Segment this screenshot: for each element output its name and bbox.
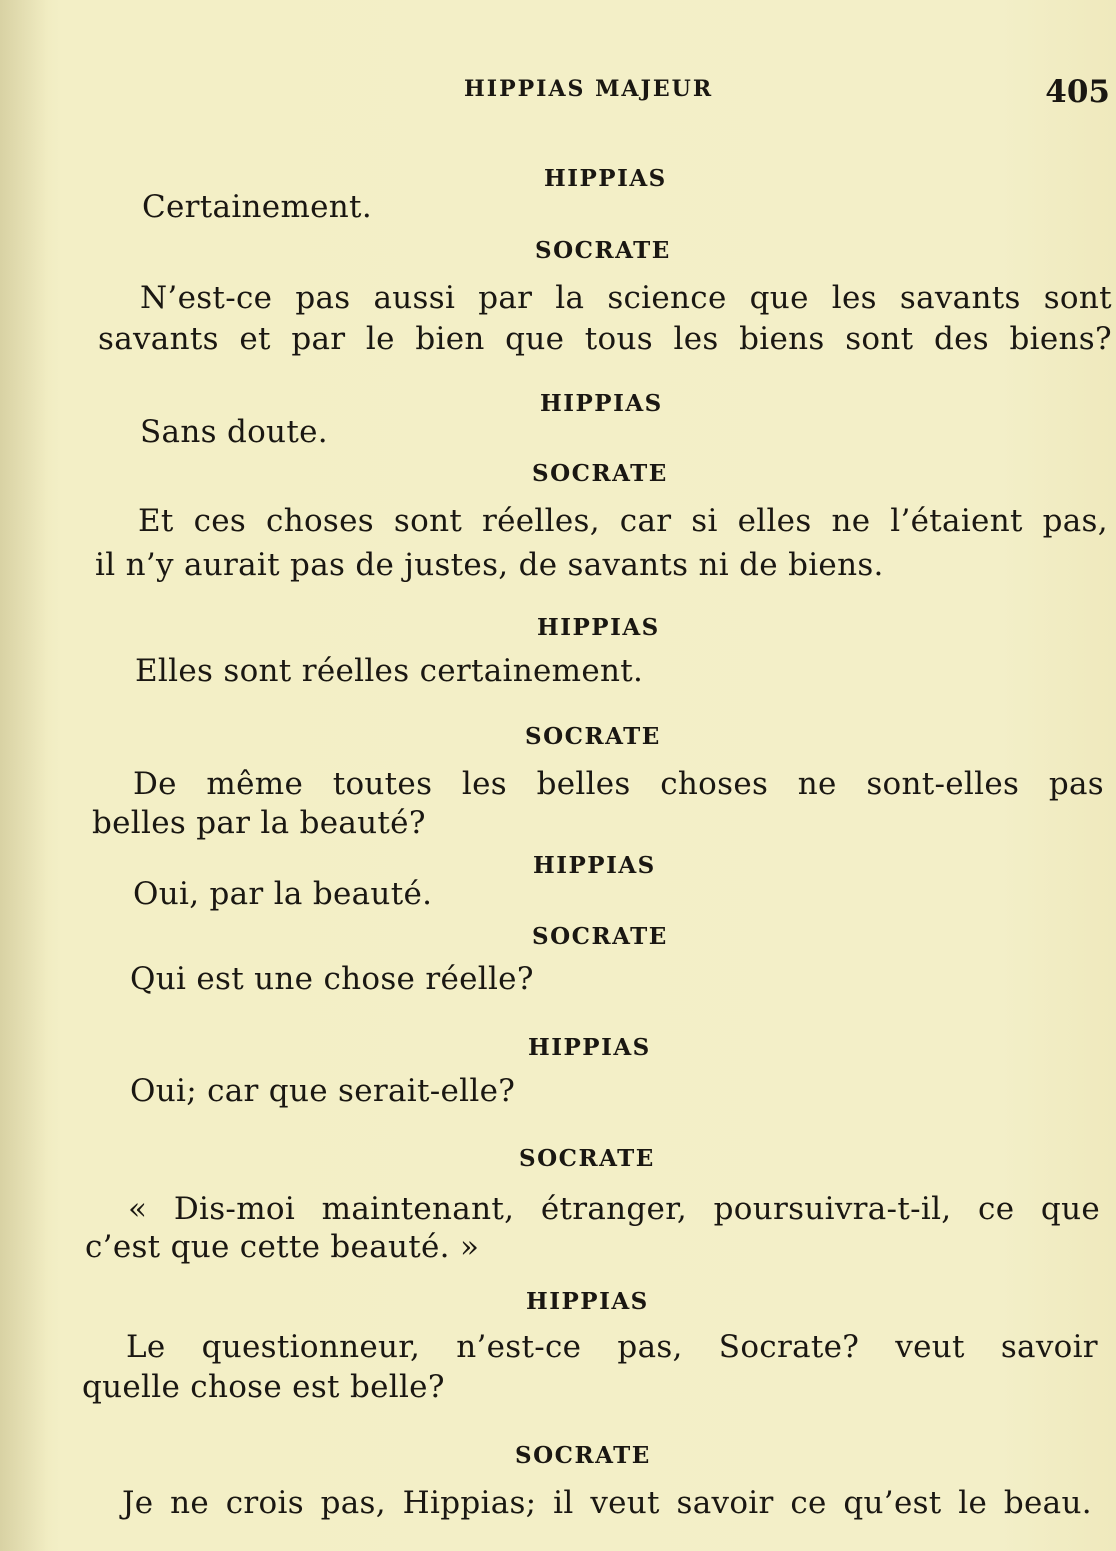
word: biens? <box>1009 321 1112 357</box>
speech-line: c’est que cette beauté. » <box>85 1229 480 1265</box>
word: Je <box>122 1485 154 1521</box>
speaker-label: HIPPIAS <box>540 390 663 417</box>
word: tous <box>584 321 653 357</box>
word: sont <box>1043 280 1112 316</box>
word: savoir <box>676 1485 774 1521</box>
word: Socrate? <box>718 1329 860 1365</box>
word: ne <box>170 1485 210 1521</box>
speaker-label: SOCRATE <box>515 1442 651 1469</box>
word: savants <box>899 280 1021 316</box>
word: des <box>933 321 989 357</box>
word: science <box>607 280 727 316</box>
word: ne <box>797 766 837 802</box>
word: pas, <box>320 1485 386 1521</box>
speaker-label: HIPPIAS <box>533 852 656 879</box>
word: Hippias; <box>402 1485 537 1521</box>
word: les <box>831 280 877 316</box>
speech-line: Certainement. <box>142 189 372 225</box>
word: que <box>505 321 565 357</box>
speaker-label: HIPPIAS <box>537 614 660 641</box>
word: Dis-moi <box>173 1191 296 1227</box>
speech-line <box>140 277 1112 319</box>
word: car <box>619 503 672 539</box>
word: les <box>461 766 507 802</box>
word: poursuivra-t-il, <box>713 1191 952 1227</box>
speech-line <box>122 1482 1092 1524</box>
word: il <box>553 1485 574 1521</box>
speech-line: Qui est une chose réelle? <box>130 961 534 997</box>
word: les <box>673 321 719 357</box>
speaker-label: SOCRATE <box>525 723 661 750</box>
word: « <box>128 1191 148 1227</box>
speaker-label: HIPPIAS <box>526 1288 649 1315</box>
speech-line <box>126 1326 1098 1368</box>
word: et <box>239 321 271 357</box>
word: crois <box>225 1485 304 1521</box>
speech-line: belles par la beauté? <box>92 805 426 841</box>
speech-line: Oui; car que serait-elle? <box>130 1073 516 1109</box>
word: sont-elles <box>866 766 1020 802</box>
word: pas, <box>1042 503 1108 539</box>
word: sont <box>845 321 914 357</box>
word: N’est-ce <box>140 280 273 316</box>
word: veut <box>590 1485 660 1521</box>
word: pas <box>295 280 351 316</box>
word: choses <box>266 503 374 539</box>
page-number: 405 <box>1045 74 1110 110</box>
speaker-label: SOCRATE <box>532 460 668 487</box>
word: ce <box>790 1485 827 1521</box>
word: questionneur, <box>201 1329 421 1365</box>
word: ce <box>978 1191 1015 1227</box>
speech-line: Elles sont réelles certainement. <box>135 653 644 689</box>
speech-line: il n’y aurait pas de justes, de savants ni de biens. <box>95 547 884 583</box>
word: toutes <box>332 766 433 802</box>
word: que <box>1040 1191 1100 1227</box>
word: même <box>206 766 304 802</box>
word: belles <box>536 766 631 802</box>
word: pas <box>1048 766 1104 802</box>
word: si <box>691 503 718 539</box>
running-title: HIPPIAS MAJEUR <box>464 76 714 102</box>
word: étranger, <box>540 1191 688 1227</box>
word: ne <box>831 503 871 539</box>
speaker-label: SOCRATE <box>519 1145 655 1172</box>
speaker-label: HIPPIAS <box>544 165 667 192</box>
word: sont <box>393 503 463 539</box>
word: maintenant, <box>321 1191 515 1227</box>
speech-line: Sans doute. <box>140 414 328 450</box>
word: choses <box>660 766 769 802</box>
word: savants <box>98 321 219 357</box>
speaker-label: HIPPIAS <box>528 1034 651 1061</box>
word: Le <box>126 1329 166 1365</box>
word: bien <box>415 321 485 357</box>
word: Et <box>138 503 174 539</box>
word: savoir <box>1000 1329 1098 1365</box>
speech-line: Oui, par la beauté. <box>133 876 433 912</box>
word: elles <box>737 503 812 539</box>
word: réelles, <box>482 503 600 539</box>
word: l’étaient <box>890 503 1023 539</box>
word: par <box>478 280 533 316</box>
word: beau. <box>1003 1485 1092 1521</box>
running-header <box>0 74 1116 114</box>
word: ces <box>193 503 247 539</box>
word: le <box>958 1485 988 1521</box>
word: pas, <box>617 1329 683 1365</box>
word: n’est-ce <box>456 1329 582 1365</box>
word: qu’est <box>843 1485 942 1521</box>
word: par <box>291 321 346 357</box>
word: veut <box>895 1329 965 1365</box>
page-edge-shadow <box>0 0 48 1551</box>
word: biens <box>739 321 825 357</box>
speech-line <box>98 318 1112 360</box>
speech-line: quelle chose est belle? <box>82 1369 445 1405</box>
speaker-label: SOCRATE <box>535 237 671 264</box>
word: que <box>749 280 809 316</box>
word: aussi <box>373 280 456 316</box>
speech-line <box>138 500 1108 542</box>
speech-line <box>133 763 1104 805</box>
speech-line <box>128 1188 1100 1230</box>
word: De <box>133 766 177 802</box>
word: la <box>555 280 585 316</box>
word: le <box>365 321 395 357</box>
speaker-label: SOCRATE <box>532 923 668 950</box>
